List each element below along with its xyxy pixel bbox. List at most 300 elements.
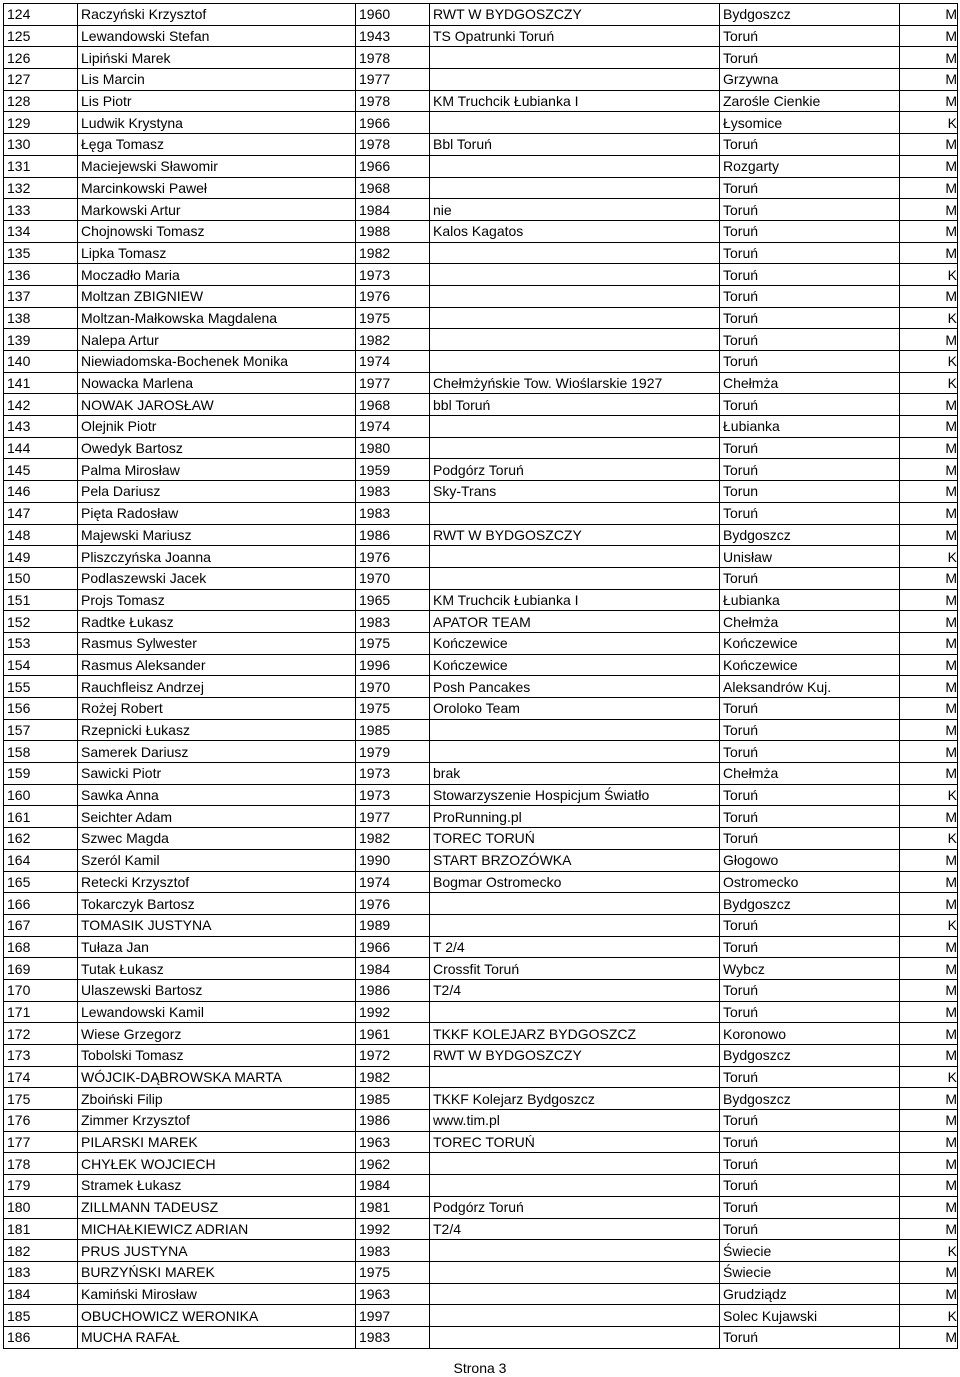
club-name: T2/4 — [430, 1218, 720, 1240]
birth-year: 1981 — [356, 1196, 430, 1218]
row-number: 178 — [4, 1153, 78, 1175]
row-number: 136 — [4, 264, 78, 286]
club-name — [430, 329, 720, 351]
club-name: Podgórz Toruń — [430, 1196, 720, 1218]
birth-year: 1996 — [356, 654, 430, 676]
table-row — [4, 567, 958, 589]
participant-name: MUCHA RAFAŁ — [78, 1326, 356, 1348]
birth-year: 1976 — [356, 546, 430, 568]
participant-name: Łęga Tomasz — [78, 134, 356, 156]
row-number: 177 — [4, 1131, 78, 1153]
sex-category: K — [900, 307, 958, 329]
club-name — [430, 351, 720, 373]
club-name: RWT W BYDGOSZCZY — [430, 524, 720, 546]
club-name — [430, 1283, 720, 1305]
row-number: 185 — [4, 1305, 78, 1327]
birth-year: 1983 — [356, 481, 430, 503]
birth-year: 1974 — [356, 871, 430, 893]
birth-year: 1968 — [356, 394, 430, 416]
birth-year: 1975 — [356, 698, 430, 720]
birth-year: 1988 — [356, 220, 430, 242]
club-name: Kalos Kagatos — [430, 220, 720, 242]
sex-category: M — [900, 437, 958, 459]
city-name: Toruń — [720, 979, 900, 1001]
sex-category: M — [900, 1153, 958, 1175]
city-name: Toruń — [720, 394, 900, 416]
row-number: 164 — [4, 849, 78, 871]
club-name: TKKF Kolejarz Bydgoszcz — [430, 1088, 720, 1110]
club-name: T 2/4 — [430, 936, 720, 958]
table-row — [4, 90, 958, 112]
sex-category: K — [900, 112, 958, 134]
table-row — [4, 546, 958, 568]
sex-category: M — [900, 1023, 958, 1045]
row-number: 183 — [4, 1261, 78, 1283]
city-name: Bydgoszcz — [720, 1088, 900, 1110]
participant-name: ZILLMANN TADEUSZ — [78, 1196, 356, 1218]
birth-year: 1977 — [356, 69, 430, 91]
birth-year: 1968 — [356, 177, 430, 199]
participant-name: Lewandowski Stefan — [78, 25, 356, 47]
city-name: Toruń — [720, 1153, 900, 1175]
city-name: Chełmża — [720, 611, 900, 633]
participant-name: Zimmer Krzysztof — [78, 1110, 356, 1132]
city-name: Toruń — [720, 806, 900, 828]
participant-name: Szwec Magda — [78, 828, 356, 850]
participant-name: Niewiadomska-Bochenek Monika — [78, 351, 356, 373]
sex-category: M — [900, 806, 958, 828]
sex-category: M — [900, 1283, 958, 1305]
birth-year: 1961 — [356, 1023, 430, 1045]
birth-year: 1986 — [356, 1110, 430, 1132]
birth-year: 1977 — [356, 372, 430, 394]
participant-name: Marcinkowski Paweł — [78, 177, 356, 199]
table-row — [4, 784, 958, 806]
table-row — [4, 47, 958, 69]
participant-name: NOWAK JAROSŁAW — [78, 394, 356, 416]
table-row — [4, 242, 958, 264]
table-row — [4, 437, 958, 459]
row-number: 176 — [4, 1110, 78, 1132]
table-row — [4, 698, 958, 720]
sex-category: K — [900, 264, 958, 286]
city-name: Świecie — [720, 1240, 900, 1262]
sex-category: M — [900, 4, 958, 26]
club-name — [430, 69, 720, 91]
city-name: Bydgoszcz — [720, 1045, 900, 1067]
club-name — [430, 1001, 720, 1023]
city-name: Solec Kujawski — [720, 1305, 900, 1327]
city-name: Toruń — [720, 134, 900, 156]
row-number: 182 — [4, 1240, 78, 1262]
table-row — [4, 25, 958, 47]
participant-name: Zboiński Filip — [78, 1088, 356, 1110]
row-number: 157 — [4, 719, 78, 741]
club-name — [430, 307, 720, 329]
sex-category: M — [900, 47, 958, 69]
participant-name: Rauchfleisz Andrzej — [78, 676, 356, 698]
city-name: Wybcz — [720, 958, 900, 980]
birth-year: 1989 — [356, 914, 430, 936]
table-row — [4, 4, 958, 26]
birth-year: 1966 — [356, 112, 430, 134]
city-name: Toruń — [720, 567, 900, 589]
city-name: Toruń — [720, 1175, 900, 1197]
club-name: START BRZOZÓWKA — [430, 849, 720, 871]
sex-category: M — [900, 979, 958, 1001]
row-number: 126 — [4, 47, 78, 69]
participant-name: Owedyk Bartosz — [78, 437, 356, 459]
participant-name: Lis Marcin — [78, 69, 356, 91]
club-name — [430, 719, 720, 741]
city-name: Toruń — [720, 285, 900, 307]
sex-category: M — [900, 90, 958, 112]
city-name: Koronowo — [720, 1023, 900, 1045]
table-row — [4, 589, 958, 611]
sex-category: M — [900, 849, 958, 871]
sex-category: M — [900, 177, 958, 199]
table-row — [4, 1305, 958, 1327]
participant-name: Nowacka Marlena — [78, 372, 356, 394]
club-name: Podgórz Toruń — [430, 459, 720, 481]
table-row — [4, 828, 958, 850]
table-row — [4, 481, 958, 503]
city-name: Toruń — [720, 1066, 900, 1088]
table-row — [4, 1001, 958, 1023]
row-number: 180 — [4, 1196, 78, 1218]
sex-category: M — [900, 25, 958, 47]
city-name: Świecie — [720, 1261, 900, 1283]
table-row — [4, 1045, 958, 1067]
row-number: 168 — [4, 936, 78, 958]
club-name — [430, 47, 720, 69]
club-name — [430, 155, 720, 177]
sex-category: M — [900, 524, 958, 546]
club-name — [430, 893, 720, 915]
city-name: Aleksandrów Kuj. — [720, 676, 900, 698]
sex-category: M — [900, 329, 958, 351]
birth-year: 1973 — [356, 784, 430, 806]
row-number: 125 — [4, 25, 78, 47]
table-row — [4, 285, 958, 307]
participant-name: Projs Tomasz — [78, 589, 356, 611]
row-number: 138 — [4, 307, 78, 329]
table-row — [4, 871, 958, 893]
row-number: 144 — [4, 437, 78, 459]
row-number: 145 — [4, 459, 78, 481]
table-row — [4, 459, 958, 481]
participant-name: Tobolski Tomasz — [78, 1045, 356, 1067]
club-name: www.tim.pl — [430, 1110, 720, 1132]
sex-category: M — [900, 502, 958, 524]
birth-year: 1972 — [356, 1045, 430, 1067]
city-name: Bydgoszcz — [720, 4, 900, 26]
row-number: 171 — [4, 1001, 78, 1023]
city-name: Grudziądz — [720, 1283, 900, 1305]
birth-year: 1976 — [356, 893, 430, 915]
city-name: Torun — [720, 481, 900, 503]
table-row — [4, 307, 958, 329]
row-number: 142 — [4, 394, 78, 416]
row-number: 128 — [4, 90, 78, 112]
row-number: 175 — [4, 1088, 78, 1110]
row-number: 172 — [4, 1023, 78, 1045]
birth-year: 1990 — [356, 849, 430, 871]
participant-name: Wiese Grzegorz — [78, 1023, 356, 1045]
table-row — [4, 416, 958, 438]
row-number: 133 — [4, 199, 78, 221]
participant-name: Radtke Łukasz — [78, 611, 356, 633]
table-row — [4, 134, 958, 156]
birth-year: 1973 — [356, 763, 430, 785]
participant-name: Lipka Tomasz — [78, 242, 356, 264]
row-number: 160 — [4, 784, 78, 806]
city-name: Toruń — [720, 828, 900, 850]
birth-year: 1980 — [356, 437, 430, 459]
participant-name: Rożej Robert — [78, 698, 356, 720]
row-number: 162 — [4, 828, 78, 850]
row-number: 181 — [4, 1218, 78, 1240]
sex-category: M — [900, 242, 958, 264]
participant-name: BURZYŃSKI MAREK — [78, 1261, 356, 1283]
row-number: 153 — [4, 632, 78, 654]
sex-category: M — [900, 1261, 958, 1283]
birth-year: 1983 — [356, 502, 430, 524]
row-number: 129 — [4, 112, 78, 134]
participants-table — [3, 3, 958, 1349]
sex-category: K — [900, 351, 958, 373]
row-number: 149 — [4, 546, 78, 568]
row-number: 165 — [4, 871, 78, 893]
city-name: Toruń — [720, 1196, 900, 1218]
table-row — [4, 199, 958, 221]
table-row — [4, 849, 958, 871]
participant-name: Rasmus Sylwester — [78, 632, 356, 654]
participant-name: Markowski Artur — [78, 199, 356, 221]
sex-category: K — [900, 1240, 958, 1262]
participant-name: Nalepa Artur — [78, 329, 356, 351]
table-row — [4, 632, 958, 654]
city-name: Bydgoszcz — [720, 524, 900, 546]
table-row — [4, 1088, 958, 1110]
page-footer: Strona 3 — [453, 1360, 507, 1376]
club-name: KM Truchcik Łubianka I — [430, 90, 720, 112]
birth-year: 1975 — [356, 632, 430, 654]
table-row — [4, 351, 958, 373]
birth-year: 1973 — [356, 264, 430, 286]
sex-category: K — [900, 546, 958, 568]
sex-category: M — [900, 155, 958, 177]
city-name: Toruń — [720, 264, 900, 286]
birth-year: 1983 — [356, 1240, 430, 1262]
club-name: Bbl Toruń — [430, 134, 720, 156]
row-number: 143 — [4, 416, 78, 438]
sex-category: M — [900, 285, 958, 307]
club-name: Chełmżyńskie Tow. Wioślarskie 1927 — [430, 372, 720, 394]
sex-category: K — [900, 1305, 958, 1327]
city-name: Toruń — [720, 502, 900, 524]
sex-category: K — [900, 1066, 958, 1088]
city-name: Toruń — [720, 177, 900, 199]
row-number: 131 — [4, 155, 78, 177]
participant-name: Szeról Kamil — [78, 849, 356, 871]
birth-year: 1982 — [356, 242, 430, 264]
participant-name: Sawicki Piotr — [78, 763, 356, 785]
participant-name: OBUCHOWICZ WERONIKA — [78, 1305, 356, 1327]
table-row — [4, 1153, 958, 1175]
club-name — [430, 1240, 720, 1262]
birth-year: 1974 — [356, 416, 430, 438]
city-name: Toruń — [720, 459, 900, 481]
participant-sheet — [3, 3, 957, 1349]
participant-name: MICHAŁKIEWICZ ADRIAN — [78, 1218, 356, 1240]
birth-year: 1984 — [356, 958, 430, 980]
birth-year: 1975 — [356, 1261, 430, 1283]
club-name: bbl Toruń — [430, 394, 720, 416]
sex-category: M — [900, 871, 958, 893]
table-row — [4, 806, 958, 828]
row-number: 134 — [4, 220, 78, 242]
row-number: 146 — [4, 481, 78, 503]
birth-year: 1970 — [356, 676, 430, 698]
row-number: 186 — [4, 1326, 78, 1348]
club-name: TKKF KOLEJARZ BYDGOSZCZ — [430, 1023, 720, 1045]
participant-name: Lipiński Marek — [78, 47, 356, 69]
club-name: RWT W BYDGOSZCZY — [430, 1045, 720, 1067]
sex-category: M — [900, 1218, 958, 1240]
club-name — [430, 567, 720, 589]
city-name: Kończewice — [720, 632, 900, 654]
city-name: Toruń — [720, 1218, 900, 1240]
club-name: ProRunning.pl — [430, 806, 720, 828]
sex-category: M — [900, 698, 958, 720]
table-row — [4, 502, 958, 524]
birth-year: 1978 — [356, 90, 430, 112]
participant-name: Sawka Anna — [78, 784, 356, 806]
row-number: 167 — [4, 914, 78, 936]
participant-name: CHYŁEK WOJCIECH — [78, 1153, 356, 1175]
club-name: Crossfit Toruń — [430, 958, 720, 980]
birth-year: 1982 — [356, 828, 430, 850]
table-row — [4, 372, 958, 394]
participant-name: Tokarczyk Bartosz — [78, 893, 356, 915]
sex-category: M — [900, 741, 958, 763]
club-name — [430, 416, 720, 438]
sex-category: M — [900, 394, 958, 416]
participant-name: Ulaszewski Bartosz — [78, 979, 356, 1001]
row-number: 130 — [4, 134, 78, 156]
birth-year: 1984 — [356, 199, 430, 221]
row-number: 151 — [4, 589, 78, 611]
club-name — [430, 177, 720, 199]
table-row — [4, 1066, 958, 1088]
club-name: KM Truchcik Łubianka I — [430, 589, 720, 611]
birth-year: 1966 — [356, 155, 430, 177]
city-name: Toruń — [720, 437, 900, 459]
city-name: Toruń — [720, 1326, 900, 1348]
birth-year: 1982 — [356, 1066, 430, 1088]
row-number: 159 — [4, 763, 78, 785]
birth-year: 1960 — [356, 4, 430, 26]
sex-category: K — [900, 914, 958, 936]
club-name — [430, 285, 720, 307]
birth-year: 1982 — [356, 329, 430, 351]
club-name: Kończewice — [430, 654, 720, 676]
birth-year: 1970 — [356, 567, 430, 589]
club-name — [430, 437, 720, 459]
birth-year: 1943 — [356, 25, 430, 47]
birth-year: 1992 — [356, 1001, 430, 1023]
club-name: Sky-Trans — [430, 481, 720, 503]
sex-category: M — [900, 936, 958, 958]
sex-category: M — [900, 611, 958, 633]
sex-category: M — [900, 654, 958, 676]
row-number: 124 — [4, 4, 78, 26]
row-number: 169 — [4, 958, 78, 980]
birth-year: 1966 — [356, 936, 430, 958]
row-number: 184 — [4, 1283, 78, 1305]
sex-category: M — [900, 481, 958, 503]
sex-category: M — [900, 958, 958, 980]
table-row — [4, 1326, 958, 1348]
city-name: Toruń — [720, 47, 900, 69]
birth-year: 1986 — [356, 979, 430, 1001]
table-row — [4, 1196, 958, 1218]
birth-year: 1983 — [356, 611, 430, 633]
sex-category: M — [900, 719, 958, 741]
city-name: Kończewice — [720, 654, 900, 676]
row-number: 179 — [4, 1175, 78, 1197]
city-name: Łysomice — [720, 112, 900, 134]
table-row — [4, 524, 958, 546]
row-number: 173 — [4, 1045, 78, 1067]
city-name: Toruń — [720, 307, 900, 329]
club-name — [430, 546, 720, 568]
city-name: Toruń — [720, 741, 900, 763]
participant-name: TOMASIK JUSTYNA — [78, 914, 356, 936]
table-row — [4, 220, 958, 242]
row-number: 156 — [4, 698, 78, 720]
row-number: 161 — [4, 806, 78, 828]
participant-name: Raczyński Krzysztof — [78, 4, 356, 26]
participant-name: Moltzan-Małkowska Magdalena — [78, 307, 356, 329]
table-row — [4, 329, 958, 351]
row-number: 127 — [4, 69, 78, 91]
participants-table-body — [4, 4, 958, 1349]
table-row — [4, 676, 958, 698]
city-name: Toruń — [720, 1110, 900, 1132]
birth-year: 1963 — [356, 1283, 430, 1305]
birth-year: 1985 — [356, 719, 430, 741]
club-name — [430, 1175, 720, 1197]
city-name: Chełmża — [720, 763, 900, 785]
row-number: 135 — [4, 242, 78, 264]
club-name — [430, 264, 720, 286]
birth-year: 1963 — [356, 1131, 430, 1153]
club-name — [430, 1305, 720, 1327]
club-name: TOREC TORUŃ — [430, 828, 720, 850]
birth-year: 1978 — [356, 47, 430, 69]
row-number: 166 — [4, 893, 78, 915]
participant-name: Pliszczyńska Joanna — [78, 546, 356, 568]
city-name: Ostromecko — [720, 871, 900, 893]
sex-category: M — [900, 567, 958, 589]
table-row — [4, 264, 958, 286]
club-name — [430, 242, 720, 264]
birth-year: 1992 — [356, 1218, 430, 1240]
row-number: 148 — [4, 524, 78, 546]
sex-category: M — [900, 1045, 958, 1067]
